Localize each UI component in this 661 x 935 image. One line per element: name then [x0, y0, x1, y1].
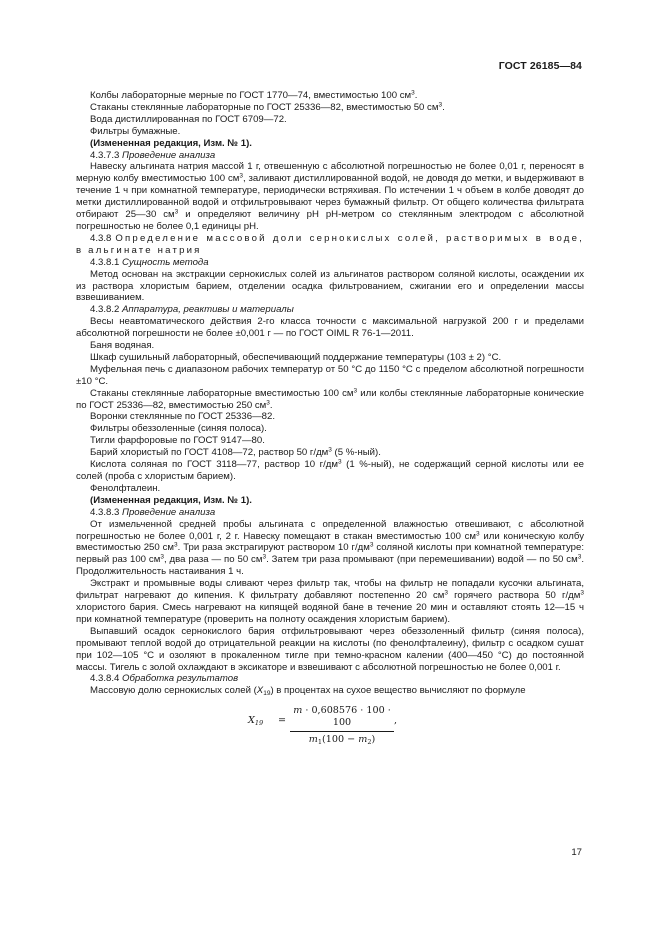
section-heading — [76, 257, 584, 269]
text: и определяют величину pH pH-метром со стеклянным электродом с абсолютной погрешностью не более 0,1 единицы pH. — [76, 209, 584, 232]
paragraph — [76, 102, 584, 114]
formula-fraction — [290, 705, 394, 746]
text: . — [442, 101, 445, 113]
superscript: 3 — [580, 589, 584, 597]
paragraph: Фильтры бумажные. — [90, 125, 181, 137]
variable: m — [308, 734, 318, 746]
section-title: Аппаратура, реактивы и материалы — [122, 304, 294, 316]
section-title: Проведение анализа — [122, 506, 216, 518]
section-heading — [76, 507, 584, 519]
formula-denominator — [290, 732, 394, 746]
text: . — [414, 90, 418, 101]
superscript: 3 — [239, 172, 243, 180]
variable: m — [293, 705, 303, 717]
superscript: 3 — [160, 553, 164, 561]
superscript: 3 — [438, 101, 443, 109]
superscript: 3 — [444, 589, 448, 597]
document-body — [76, 89, 584, 747]
paragraph: Метод основан на экстракции сернокислых солей из альгинатов раствором соляной кислоты, осаждении их из раствора хлористым барием, отделении осадка фильтрованием, сжигании его и определении массы взвешиванием. — [76, 268, 584, 304]
superscript: 3 — [328, 446, 332, 454]
paragraph: Воронки стеклянные по ГОСТ 25336—82. — [90, 411, 275, 423]
paragraph — [76, 90, 584, 102]
formula-comma: , — [394, 715, 398, 727]
text: , два раза — по 50 см — [163, 554, 263, 566]
text: (5 %-ный). — [331, 447, 381, 459]
text: Колбы лабораторные мерные по ГОСТ 1770—74, вместимостью 100 см — [90, 90, 412, 101]
section-number: 4.3.8.1 — [90, 256, 123, 268]
superscript: 3 — [353, 387, 358, 395]
text: ) — [371, 734, 376, 746]
section-heading — [76, 233, 584, 257]
text: (1 %-ный), не содержащий серной кислоты или ее солей (проба с хлористым барием). — [76, 459, 584, 482]
text: Массовую долю сернокислых солей ( — [90, 685, 257, 697]
text: Барий хлористый по ГОСТ 4108—72, раствор 50 г/дм — [90, 447, 329, 459]
text: ) в процентах на сухое вещество вычисляют по формуле — [270, 685, 526, 697]
text: . — [269, 399, 273, 411]
section-number: 4.3.8.4 — [90, 673, 123, 685]
text: или колбы стеклянные лабораторные конические по ГОСТ 25336—82, вместимостью 250 см — [76, 387, 584, 411]
text: . Продолжительность настаивания 1 ч. — [76, 554, 584, 578]
superscript: 3 — [369, 541, 374, 549]
text: горячего раствора 50 г/дм — [448, 590, 581, 602]
text: . Затем три раза промывают (при перемешивании) водой — по 50 см — [266, 554, 578, 566]
section-number: 4.3.7.3 — [90, 149, 123, 161]
variable: X — [248, 715, 255, 727]
subscript: 19 — [263, 690, 271, 698]
paragraph — [76, 447, 584, 459]
paragraph — [76, 459, 584, 483]
superscript: 3 — [266, 399, 270, 407]
text: От измельченной средней пробы альгината с определенной влажностью отвешивают, с абсолютной погрешностью не более 0,001 г, 2 г. Навеску помещают в стакан вместимостью 100 см — [76, 518, 584, 542]
paragraph — [76, 578, 584, 626]
section-heading — [76, 673, 584, 685]
amendment-note: (Измененная редакция, Изм. № 1). — [90, 137, 252, 149]
section-heading — [76, 150, 584, 162]
formula — [76, 705, 584, 747]
text: соляной кислоты при комнатной температуре: первый раз 100 см — [76, 542, 584, 566]
paragraph — [76, 161, 584, 232]
section-number: 4.3.8 — [90, 232, 116, 244]
text: Навеску альгината натрия массой 1 г, отвешенную с абсолютной погрешностью не более 0,01 г, переносят в мерную колбу вместимостью 100 см — [76, 161, 584, 185]
subscript: 1 — [317, 738, 323, 747]
formula-lhs — [248, 715, 263, 727]
variable: X — [256, 685, 264, 697]
paragraph: Муфельная печь с диапазоном рабочих температур от 50 °С до 1150 °С с пределом абсолютной погрешности ±10 °С. — [76, 363, 584, 387]
superscript: 3 — [174, 541, 178, 549]
section-heading — [76, 304, 584, 316]
text: , заливают дистиллированной водой, не доводя до метки, и выдерживают в течение 1 ч при комнатной температуре, периодически встряхивая. По истечении 1 ч объем в колбе доводят до метки дистиллированной водой и отфильтровывают через бумажный фильтр. От общего количества фильтрата отбирают 25—30 см — [76, 173, 584, 221]
paragraph: Весы неавтоматического действия 2-го класса точности с максимальной нагрузкой 200 г и пределами абсолютной погрешности не более ±0,001 г — по ГОСТ OIML R 76-1—2011. — [76, 316, 584, 340]
paragraph: Вода дистиллированная по ГОСТ 6709—72. — [90, 113, 287, 125]
paragraph — [76, 388, 584, 412]
paragraph: Шкаф сушильный лабораторный, обеспечивающий поддержание температуры (103 ± 2) °С. — [90, 351, 502, 363]
text: хлористого бария. Смесь нагревают на кипящей водяной бане в течение 20 мин и оставляют стоять 12—15 ч при комнатной температуре (проверить на полноту осаждения хлористым барием). — [76, 601, 584, 625]
text: Стаканы стеклянные лабораторные вместимостью 100 см — [90, 387, 354, 399]
section-title: Обработка результатов — [122, 673, 239, 685]
paragraph: Фильтры обеззоленные (синяя полоса). — [90, 423, 267, 435]
paragraph — [76, 685, 584, 697]
subscript: 19 — [254, 719, 264, 728]
formula-equals: = — [278, 715, 287, 727]
superscript: 3 — [338, 458, 342, 466]
paragraph: Выпавший осадок сернокислого бария отфильтровывают через обеззоленный фильтр (синяя полоса), промывают теплой водой до отрицательной реакции на кислоты (по фенолфталеину), фильтр с осадком сушат при 102—105 °С и озоляют в прокаленном тигле при темно-красном калении (400—450 °С) до постоянной массы. Тигель с золой охлаждают в эксикаторе и взвешивают с абсолютной погрешностью не более 0,001 г. — [76, 625, 584, 673]
paragraph — [76, 519, 584, 579]
variable: m — [358, 734, 368, 746]
text: · 0,608576 · 100 · 100 — [302, 705, 391, 729]
superscript: 3 — [577, 553, 582, 561]
page-number: 17 — [571, 847, 582, 858]
superscript: 3 — [262, 553, 267, 561]
amendment-note: (Измененная редакция, Изм. № 1). — [90, 494, 252, 506]
text: Экстракт и промывные воды сливают через фильтр так, чтобы на фильтр не попадали кусочки альгината, фильтрат нагревают до кипения. К фильтрату добавляют постепенно 20 см — [76, 578, 584, 602]
formula-numerator — [290, 705, 394, 731]
text: (100 − — [322, 734, 359, 746]
text: или коническую колбу вместимостью 250 см — [76, 530, 584, 554]
section-title: Определение массовой доли сернокислых солей, растворимых в воде, в альгинате натрия — [76, 232, 584, 256]
subscript: 2 — [367, 738, 372, 747]
superscript: 3 — [174, 208, 179, 216]
text: Стаканы стеклянные лабораторные по ГОСТ 25336—82, вместимостью 50 см — [90, 101, 439, 113]
text: . Три раза экстрагируют раствором 10 г/дм — [177, 542, 370, 554]
section-title: Сущность метода — [122, 256, 209, 268]
superscript: 3 — [476, 530, 480, 538]
paragraph: Фенолфталеин. — [90, 482, 161, 494]
section-title: Проведение анализа — [122, 149, 216, 161]
paragraph: Тигли фарфоровые по ГОСТ 9147—80. — [90, 435, 265, 447]
text: Кислота соляная по ГОСТ 3118—77, раствор 10 г/дм — [90, 459, 338, 471]
section-number: 4.3.8.3 — [90, 506, 123, 518]
section-number: 4.3.8.2 — [90, 304, 123, 316]
paragraph: Баня водяная. — [90, 340, 155, 352]
page-header-gost: ГОСТ 26185—84 — [498, 60, 582, 72]
superscript: 3 — [411, 89, 415, 97]
